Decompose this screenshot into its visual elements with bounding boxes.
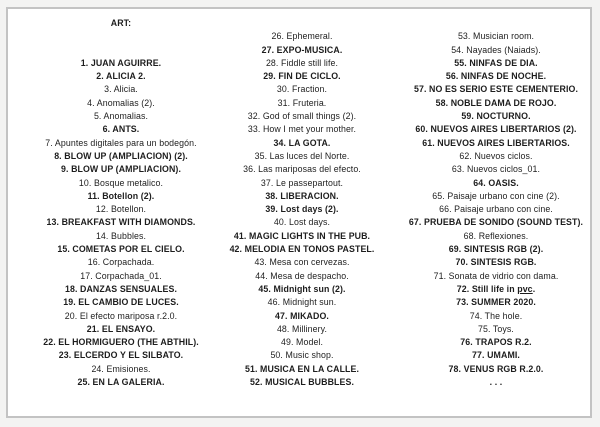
art-list-item: 40. Lost days. [273,217,331,228]
spacer [192,17,412,30]
art-list-column-middle [192,17,412,389]
document-page [6,7,592,418]
art-list-item: 15. COMETAS POR EL CIELO. [57,244,185,255]
ellipsis: . . . [489,377,503,388]
art-list-item: 58. NOBLE DAMA DE ROJO. [435,97,557,108]
spacer [386,17,600,30]
art-list-item: 7. Apuntes digitales para un bodegón. [45,137,197,148]
art-list-column-right [386,17,600,389]
art-list-item: 17. Corpachada_01. [80,270,162,281]
art-list-item: 38. LIBERACION. [265,190,339,201]
art-list-item: 5. Anomalias. [93,111,149,122]
art-list-item: 75. Toys. [478,323,514,334]
art-list-item: 39. Lost days (2). [265,204,339,215]
page-title: ART: [110,18,132,28]
art-list-item: 66. Paisaje urbano con cine. [439,204,553,215]
art-list-item: 2. ALICIA 2. [96,71,146,82]
art-list-item: 51. MUSICA EN LA CALLE. [244,363,360,374]
art-list-item: 63. Nuevos ciclos_01. [451,164,541,175]
art-list-item: 72. Still life in pvc. [456,283,536,294]
art-list-item: 41. MAGIC LIGHTS IN THE PUB. [233,230,371,241]
art-list-item: 1. JUAN AGUIRRE. [80,57,162,68]
art-list-item: 12. Botellon. [95,204,147,215]
art-list-item: 23. ELCERDO Y EL SILBATO. [58,350,184,361]
art-list-item: 70. SINTESIS RGB. [455,257,537,268]
art-list-item: 59. NOCTURNO. [461,111,531,122]
art-list-item: 11. Botellon (2). [87,190,155,201]
art-list-item: 69. SINTESIS RGB (2). [448,244,544,255]
art-list-item: 28. Fiddle still life. [265,57,339,68]
art-list-item: 48. Millinery. [276,323,328,334]
underlined-word: pvc [517,283,533,294]
art-list-item: 44. Mesa de despacho. [255,270,349,281]
art-list-item: 77. UMAMI. [472,350,520,361]
art-list-item: 26. Ephemeral. [271,31,333,42]
art-list-item: 67. PRUEBA DE SONIDO (SOUND TEST). [408,217,584,228]
art-list-item: 14. Bubbles. [95,230,147,241]
art-list-item: 60. NUEVOS AIRES LIBERTARIOS (2). [415,124,577,135]
art-list-item: 8. BLOW UP (AMPLIACION) (2). [54,150,188,161]
art-list-item: 57. NO ES SERIO ESTE CEMENTERIO. [413,84,579,95]
art-list-item: 21. EL ENSAYO. [86,323,156,334]
art-list-item: 37. Le passepartout. [260,177,344,188]
art-list-item: 31. Fruteria. [277,97,327,108]
art-list-item: 74. The hole. [469,310,523,321]
art-list-item: 19. EL CAMBIO DE LUCES. [63,297,179,308]
art-list-item: 34. LA GOTA. [273,137,331,148]
art-list-item: 73. SUMMER 2020. [456,297,536,308]
art-list-item: 20. El efecto mariposa r.2.0. [64,310,178,321]
art-list-item: 55. NINFAS DE DIA. [454,57,538,68]
art-list-item: 56. NINFAS DE NOCHE. [445,71,547,82]
art-list-item: 27. EXPO-MUSICA. [261,44,343,55]
art-list-item: 53. Musician room. [457,31,535,42]
art-list-item: 36. Las mariposas del efecto. [243,164,361,175]
art-list-item: 33. How I met your mother. [247,124,357,135]
art-list-item: 52. MUSICAL BUBBLES. [250,377,354,388]
art-list-item: 49. Model. [280,337,324,348]
art-list-item: 42. MELODIA EN TONOS PASTEL. [229,244,375,255]
art-list-item: 22. EL HORMIGUERO (THE ABTHIL). [43,337,199,348]
art-list-item: 24. Emisiones. [91,363,151,374]
art-list-item: 78. VENUS RGB R.2.0. [448,363,544,374]
art-list-item: 29. FIN DE CICLO. [263,71,341,82]
art-list-item: 9. BLOW UP (AMPLIACION). [60,164,181,175]
art-list-item: 62. Nuevos ciclos. [459,150,533,161]
art-list-item: 16. Corpachada. [87,257,155,268]
art-list-item: 50. Music shop. [270,350,334,361]
art-list-item: 64. OASIS. [473,177,519,188]
art-list-item: 71. Sonata de vidrio con dama. [433,270,559,281]
art-list-item: 30. Fraction. [276,84,328,95]
art-list-item: 13. BREAKFAST WITH DIAMONDS. [46,217,196,228]
art-list-item: 4. Anomalias (2). [87,97,155,108]
art-list-item: 46. Midnight sun. [267,297,337,308]
art-list-item: 54. Nayades (Naiads). [451,44,541,55]
art-list-item: 61. NUEVOS AIRES LIBERTARIOS. [422,137,570,148]
art-list-item: 25. EN LA GALERIA. [77,377,165,388]
art-list-item: 43. Mesa con cervezas. [254,257,350,268]
art-list-item: 32. God of small things (2). [247,111,357,122]
art-list-item: 65. Paisaje urbano con cine (2). [432,190,560,201]
art-list-item: 45. Midnight sun (2). [258,283,346,294]
art-list-item: 68. Reflexiones. [463,230,529,241]
art-list-item: 76. TRAPOS R.2. [460,337,532,348]
art-list-item: 35. Las luces del Norte. [254,150,350,161]
art-list-item: 6. ANTS. [102,124,140,135]
art-list-item: 47. MIKADO. [275,310,329,321]
art-list-item: 10. Bosque metalico. [78,177,164,188]
art-list-item: 18. DANZAS SENSUALES. [64,283,178,294]
art-list-item: 3. Alicia. [104,84,138,95]
